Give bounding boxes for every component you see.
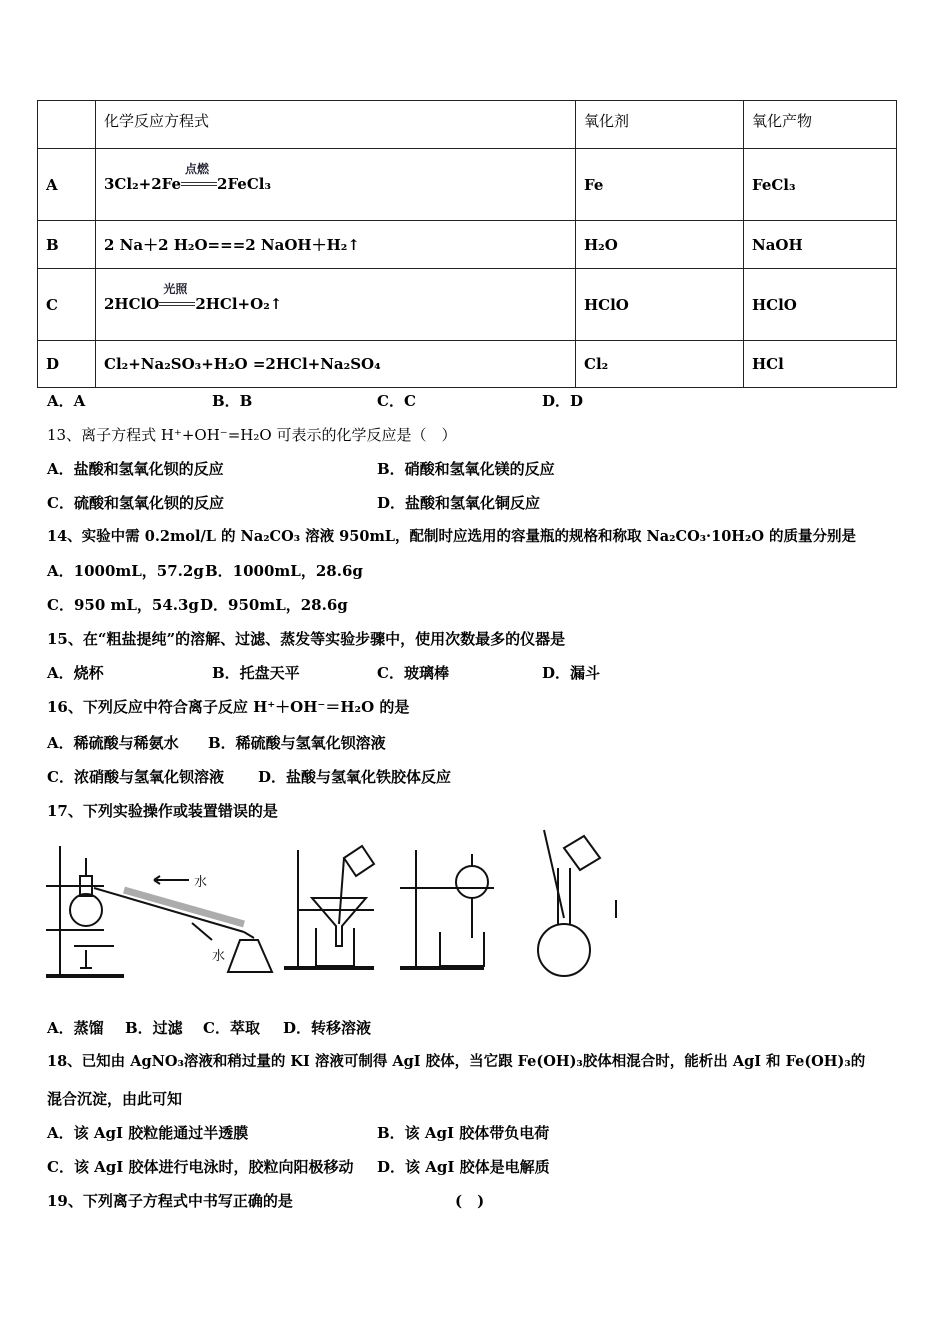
water-inlet-label: 水 bbox=[194, 875, 208, 890]
header-product: 氧化产物 bbox=[744, 101, 897, 149]
row-label: C bbox=[38, 269, 96, 341]
apparatus-figure bbox=[44, 828, 624, 988]
option-b[interactable]: B．该 AgI 胶体带负电荷 bbox=[377, 1124, 550, 1142]
row-label: A bbox=[38, 149, 96, 221]
oxidant-cell: Cl₂ bbox=[576, 341, 744, 388]
option-a[interactable]: A．1000mL，57.2g bbox=[47, 562, 204, 580]
reaction-table bbox=[37, 100, 897, 388]
extraction-apparatus bbox=[400, 850, 494, 968]
option-d[interactable]: D．转移溶液 bbox=[283, 1019, 372, 1037]
equation-left: 3Cl₂+2Fe bbox=[104, 175, 182, 193]
option-c[interactable]: C．萃取 bbox=[203, 1019, 260, 1037]
option-a[interactable]: A．稀硫酸与稀氨水 bbox=[47, 734, 179, 752]
oxidant-cell: Fe bbox=[576, 149, 744, 221]
table-header-row bbox=[38, 101, 897, 149]
table-row bbox=[38, 341, 897, 388]
option-d[interactable]: D．D bbox=[542, 392, 584, 410]
oxidant-cell: HClO bbox=[576, 269, 744, 341]
option-c[interactable]: C．该 AgI 胶体进行电泳时，胶粒向阳极移动 bbox=[47, 1158, 354, 1176]
header-cell bbox=[38, 101, 96, 149]
question-18-stem: 18、已知由 AgNO₃溶液和稍过量的 KI 溶液可制得 AgI 胶体，当它跟 Fe(OH)₃胶体相混合时，能析出 AgI 和 Fe(OH)₃的 bbox=[47, 1053, 866, 1070]
option-b[interactable]: B．稀硫酸与氢氧化钡溶液 bbox=[208, 734, 386, 752]
option-a[interactable]: A．盐酸和氢氧化钡的反应 bbox=[47, 460, 224, 478]
option-a[interactable]: A．蒸馏 bbox=[47, 1019, 104, 1037]
equation-cell: Cl₂+Na₂SO₃+H₂O =2HCl+Na₂SO₄ bbox=[96, 341, 576, 388]
option-b[interactable]: B．硝酸和氢氧化镁的反应 bbox=[377, 460, 555, 478]
question-15-stem: 15、在“粗盐提纯”的溶解、过滤、蒸发等实验步骤中，使用次数最多的仪器是 bbox=[47, 630, 566, 648]
answer-bracket: ( ) bbox=[455, 1192, 485, 1210]
option-d[interactable]: D．漏斗 bbox=[542, 664, 601, 682]
question-19-stem: 19、下列离子方程式中书写正确的是 bbox=[47, 1192, 293, 1210]
equation-right: 2HCl+O₂↑ bbox=[195, 295, 283, 313]
option-c[interactable]: C．玻璃棒 bbox=[377, 664, 449, 682]
condition-text: 点燃 bbox=[185, 162, 210, 176]
equation-right: 2FeCl₃ bbox=[217, 175, 272, 193]
option-b[interactable]: B．过滤 bbox=[125, 1019, 183, 1037]
volumetric-flask-apparatus bbox=[538, 830, 616, 976]
reaction-condition bbox=[181, 162, 217, 194]
product-cell: HCl bbox=[744, 341, 897, 388]
option-b[interactable]: B．B bbox=[212, 392, 253, 410]
option-d[interactable]: D．该 AgI 胶体是电解质 bbox=[377, 1158, 550, 1176]
oxidant-cell: H₂O bbox=[576, 221, 744, 269]
filtration-apparatus bbox=[284, 846, 374, 968]
option-d[interactable]: D．盐酸与氢氧化铁胶体反应 bbox=[258, 768, 452, 786]
product-cell: NaOH bbox=[744, 221, 897, 269]
product-cell: HClO bbox=[744, 269, 897, 341]
question-16-stem: 16、下列反应中符合离子反应 H⁺＋OH⁻＝H₂O 的是 bbox=[47, 698, 410, 716]
table-row bbox=[38, 221, 897, 269]
table-row bbox=[38, 149, 897, 221]
option-c[interactable]: C．浓硝酸与氢氧化钡溶液 bbox=[47, 768, 224, 786]
distillation-apparatus bbox=[46, 846, 272, 976]
option-d[interactable]: D．950mL，28.6g bbox=[200, 596, 348, 614]
option-c[interactable]: C．硫酸和氢氧化钡的反应 bbox=[47, 494, 224, 512]
question-14-stem: 14、实验中需 0.2mol/L 的 Na₂CO₃ 溶液 950mL，配制时应选用的容量瓶的规格和称取 Na₂CO₃·10H₂O 的质量分别是 bbox=[47, 528, 857, 545]
option-c[interactable]: C．C bbox=[377, 392, 416, 410]
option-c[interactable]: C．950 mL，54.3g bbox=[47, 596, 199, 614]
option-a[interactable]: A．A bbox=[47, 392, 86, 410]
water-outlet-label: 水 bbox=[212, 949, 226, 964]
row-label: D bbox=[38, 341, 96, 388]
product-cell: FeCl₃ bbox=[744, 149, 897, 221]
question-17-stem: 17、下列实验操作或装置错误的是 bbox=[47, 802, 278, 820]
header-oxidant: 氧化剂 bbox=[576, 101, 744, 149]
reaction-condition bbox=[159, 282, 195, 314]
equation-cell bbox=[96, 149, 576, 221]
option-b[interactable]: B．托盘天平 bbox=[212, 664, 300, 682]
row-label: B bbox=[38, 221, 96, 269]
question-13-stem: 13、离子方程式 H⁺+OH⁻=H₂O 可表示的化学反应是（ ） bbox=[47, 426, 457, 444]
option-a[interactable]: A．烧杯 bbox=[47, 664, 104, 682]
equation-cell bbox=[96, 269, 576, 341]
equation-cell: 2 Na＋2 H₂O===2 NaOH＋H₂↑ bbox=[96, 221, 576, 269]
header-equation: 化学反应方程式 bbox=[96, 101, 576, 149]
table-row bbox=[38, 269, 897, 341]
option-b[interactable]: B．1000mL，28.6g bbox=[205, 562, 363, 580]
option-a[interactable]: A．该 AgI 胶粒能通过半透膜 bbox=[47, 1124, 249, 1142]
question-18-stem-cont: 混合沉淀，由此可知 bbox=[47, 1090, 183, 1108]
condition-text: 光照 bbox=[163, 282, 188, 296]
equation-left: 2HClO bbox=[104, 295, 160, 313]
option-d[interactable]: D．盐酸和氢氧化铜反应 bbox=[377, 494, 541, 512]
